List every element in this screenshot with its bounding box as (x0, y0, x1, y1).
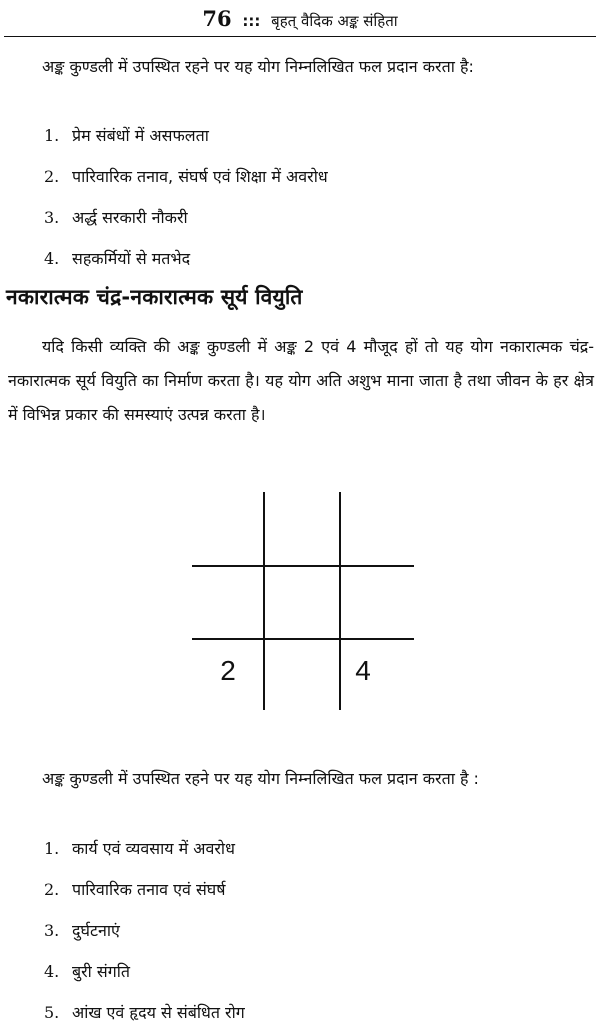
results-list-1 (44, 115, 328, 279)
grid-line (192, 565, 414, 567)
list-item: 4. सहकर्मियों से मतभेद (44, 249, 191, 268)
page-number: 76 (202, 6, 232, 31)
grid-line (339, 492, 341, 710)
grid-line (192, 638, 414, 640)
list-item: 2. पारिवारिक तनाव, संघर्ष एवं शिक्षा में अवरोध (44, 167, 328, 186)
grid-cell-number: 4 (355, 655, 371, 686)
body-paragraph: यदि किसी व्यक्ति की अङ्क कुण्डली में अङ्क 2 एवं 4 मौजूद हों तो यह योग नकारात्मक चंद्र-नकारात्मक सूर्य वियुति का निर्माण करता है। यह योग अति अशुभ माना जाता है तथा जीवन के हर क्षेत्र में विभिन्न प्रकार की समस्याएं उत्पन्न करता है। (8, 337, 594, 424)
list-item: 1. प्रेम संबंधों में असफलता (44, 126, 209, 145)
list-item: 1. कार्य एवं व्यवसाय में अवरोध (44, 839, 235, 858)
book-title: बृहत् वैदिक अङ्क संहिता (271, 12, 398, 30)
page-header (0, 4, 600, 34)
section-heading: नकारात्मक चंद्र-नकारात्मक सूर्य वियुति (6, 285, 303, 309)
intro-paragraph-1: अङ्क कुण्डली में उपस्थित रहने पर यह योग निम्नलिखित फल प्रदान करता है: (42, 57, 474, 76)
grid-cell-number: 2 (220, 655, 236, 686)
results-list-2 (44, 828, 245, 1033)
list-item: 3. अर्द्ध सरकारी नौकरी (44, 208, 188, 227)
list-item: 4. बुरी संगति (44, 962, 130, 981)
list-item: 5. आंख एवं हृदय से संबंधित रोग (44, 1003, 245, 1022)
header-rule (4, 36, 596, 37)
list-item: 2. पारिवारिक तनाव एवं संघर्ष (44, 880, 226, 899)
header-separator: ::: (242, 12, 261, 30)
list-item: 3. दुर्घटनाएं (44, 921, 120, 940)
grid-line (263, 492, 265, 710)
intro-paragraph-2: अङ्क कुण्डली में उपस्थित रहने पर यह योग निम्नलिखित फल प्रदान करता है : (42, 769, 479, 788)
